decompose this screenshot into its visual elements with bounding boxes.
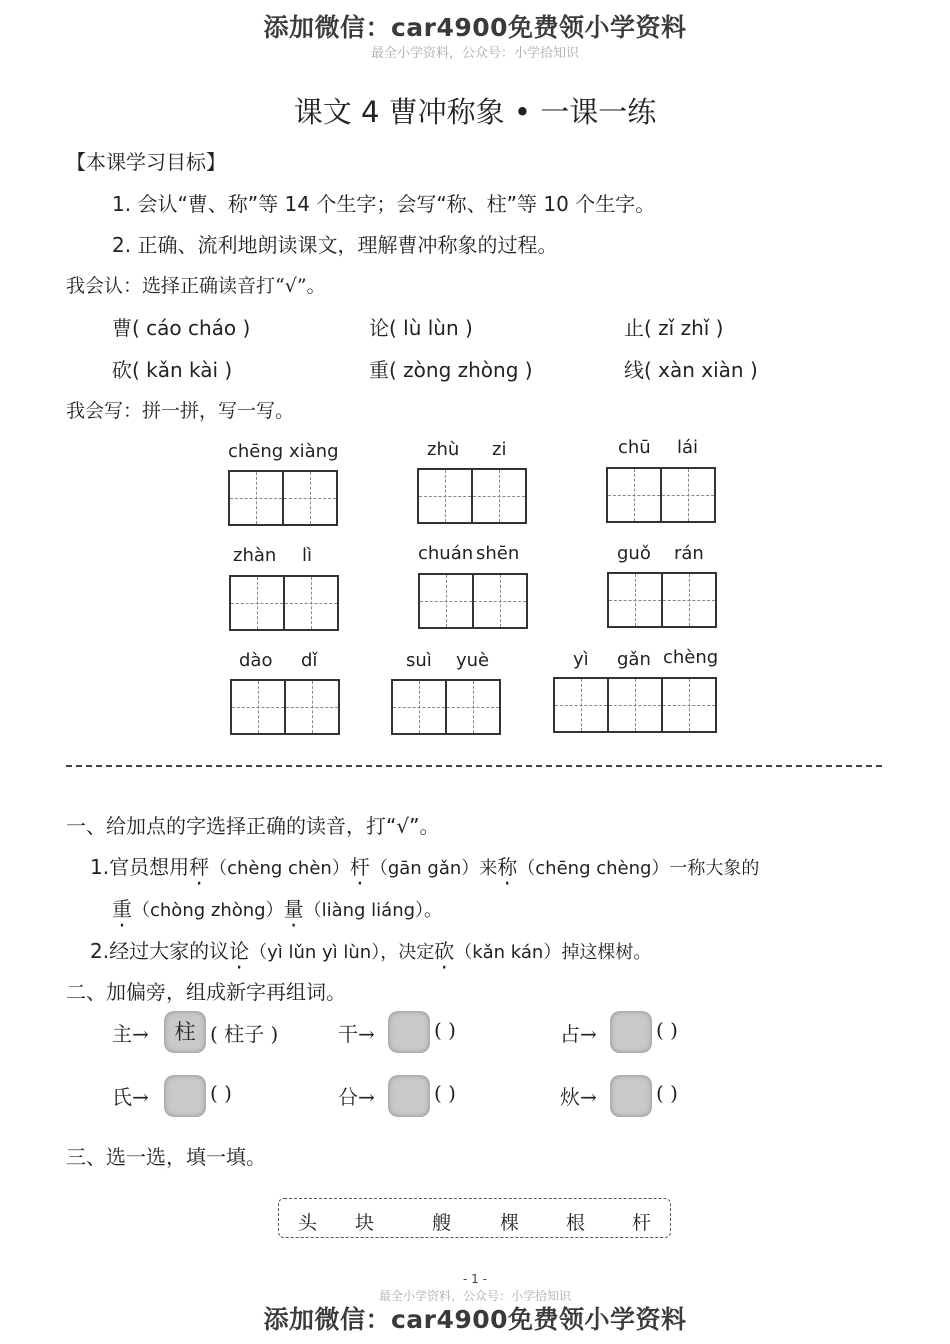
section1-heading: 一、给加点的字选择正确的读音，打“√”。 [66,814,440,838]
section3-heading: 三、选一选，填一填。 [66,1145,266,1169]
recognize-item: 重( zòng zhòng ) [369,358,533,382]
page-number: - 1 - [463,1272,487,1286]
writing-grid-cell[interactable] [391,679,447,735]
writing-grid-cell[interactable] [445,679,501,735]
recognize-label: 我会认： [66,275,143,297]
section2-heading: 二、加偏旁，组成新字再组词。 [66,980,346,1004]
answer-box[interactable] [388,1011,430,1053]
writing-grid-cell[interactable] [228,470,284,526]
section1-q2: 2.经过大家的议论（yì lǔn yì lùn），决定砍（kǎn kán）掉这棵树。 [90,935,651,964]
word-blank[interactable]: ( ) [434,1081,456,1105]
writing-grid-cell[interactable] [553,677,609,733]
pinyin: zhàn [233,545,277,566]
pinyin: dǐ [301,650,318,671]
pinyin: gǎn [617,649,651,670]
dotted-char: 秤 [189,855,210,879]
word-blank[interactable]: ( ) [434,1018,456,1042]
pinyin: xiàng [289,441,339,462]
writing-grid-cell[interactable] [472,573,528,629]
writing-grid-cell[interactable] [230,679,286,735]
section1-q1-line2: 重（chòng zhòng）量（liàng liáng）。 [112,893,442,922]
word-bank-item: 头 [298,1212,318,1234]
radical-base: 炏→ [560,1085,597,1109]
pinyin: lì [302,545,313,566]
dotted-char: 称 [497,855,518,879]
pinyin: chēng [228,441,284,462]
pinyin: yuè [456,650,490,671]
pinyin: chèng [663,647,719,668]
word-blank[interactable]: ( ) [656,1081,678,1105]
pinyin: shēn [476,543,520,564]
word-blank[interactable]: ( 柱子 ) [210,1022,279,1046]
word-bank-item: 杆 [632,1212,652,1234]
goal-item-1: 1. 会认“曹、称”等 14 个生字；会写“称、柱”等 10 个生字。 [112,192,656,216]
word-bank-item: 艘 [432,1212,452,1234]
pinyin: dào [239,650,273,671]
bottom-watermark: 添加微信：car4900免费领小学资料 [263,1305,687,1334]
top-subtitle: 最全小学资料，公众号：小学拾知识 [370,46,579,61]
writing-grid-cell[interactable] [282,470,338,526]
answer-box[interactable]: 柱 [164,1011,206,1053]
pinyin: rán [674,543,704,564]
writing-grid-cell[interactable] [417,468,473,524]
pinyin: yì [573,649,589,670]
radical-base: 㕣→ [338,1085,375,1109]
recognize-item: 止( zǐ zhǐ ) [624,316,724,340]
answer-box[interactable] [164,1075,206,1117]
writing-grid-cell[interactable] [418,573,474,629]
writing-grid-cell[interactable] [283,575,339,631]
recognize-instruction: 选择正确读音打“√”。 [142,275,326,297]
top-watermark: 添加微信：car4900免费领小学资料 [263,13,687,42]
write-label: 我会写： [66,400,143,422]
word-bank-item: 块 [355,1212,375,1234]
footer-subtitle: 最全小学资料，公众号：小学拾知识 [378,1289,571,1303]
answer-box[interactable] [610,1011,652,1053]
word-bank-item: 棵 [500,1212,520,1234]
pinyin: suì [406,650,432,671]
recognize-item: 砍( kǎn kài ) [112,358,233,382]
recognize-item: 曹( cáo cháo ) [112,316,251,340]
dotted-char: 重 [112,897,132,921]
writing-grid-cell[interactable] [229,575,285,631]
pinyin: guǒ [617,543,651,564]
writing-grid-cell[interactable] [471,468,527,524]
radical-base: 占→ [560,1022,597,1046]
word-bank-item: 根 [566,1212,586,1234]
dotted-char: 砍 [434,939,455,963]
radical-base: 氏→ [112,1085,149,1109]
recognize-item: 论( lù lùn ) [369,316,473,340]
radical-base: 主→ [112,1022,149,1046]
word-blank[interactable]: ( ) [210,1081,232,1105]
writing-grid-cell[interactable] [661,677,717,733]
dotted-char: 杆 [349,855,370,879]
section1-q1-line1: 1.官员想用秤（chèng chèn）杆（gān gǎn）来称（chēng chèng）一称大象的 [90,851,759,880]
answer-box[interactable] [610,1075,652,1117]
goal-item-2: 2. 正确、流利地朗读课文，理解曹冲称象的过程。 [112,233,558,257]
pinyin: zi [492,439,507,460]
dotted-char: 量 [283,897,304,921]
writing-grid-cell[interactable] [284,679,340,735]
word-bank [278,1198,671,1238]
section-divider [66,765,882,767]
write-instruction: 拼一拼，写一写。 [142,400,295,422]
writing-grid-cell[interactable] [607,677,663,733]
page-title: 课文 4 曹冲称象 • 一课一练 [293,95,657,129]
answer-box[interactable] [388,1075,430,1117]
pinyin: lái [677,437,699,458]
writing-grid-cell[interactable] [607,572,663,628]
pinyin: chū [618,437,651,458]
writing-grid-cell[interactable] [661,572,717,628]
recognize-item: 线( xàn xiàn ) [624,358,758,382]
dotted-char: 论 [229,939,250,963]
radical-base: 干→ [338,1022,375,1046]
pinyin: chuán [418,543,474,564]
word-blank[interactable]: ( ) [656,1018,678,1042]
goals-heading: 【本课学习目标】 [66,150,226,174]
recognize-section [66,271,326,298]
write-section [66,396,294,423]
pinyin: zhù [427,439,460,460]
writing-grid-cell[interactable] [660,467,716,523]
writing-grid-cell[interactable] [606,467,662,523]
